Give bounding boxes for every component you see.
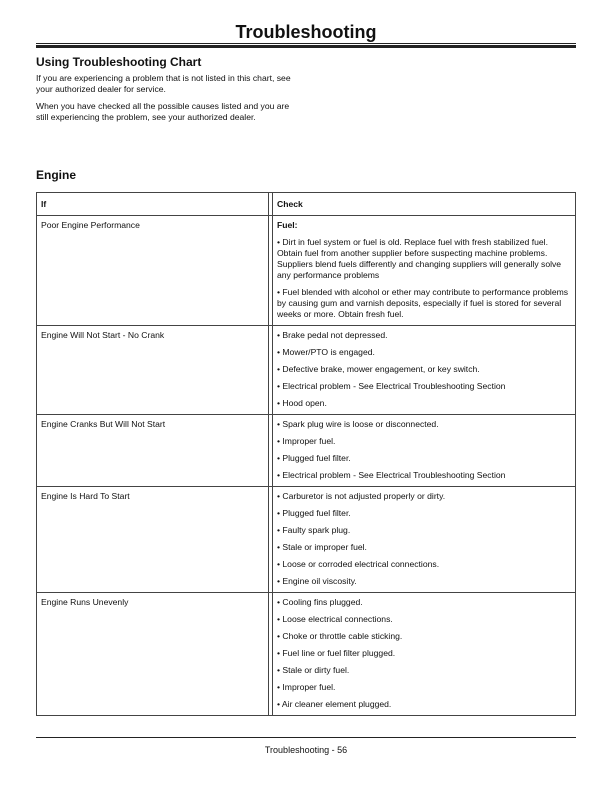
page-title: Troubleshooting: [235, 22, 377, 42]
check-cell: [273, 415, 576, 487]
footer-rule: [36, 737, 576, 738]
check-cell: [273, 216, 576, 326]
table-row: [37, 216, 576, 326]
check-item: • Choke or throttle cable sticking.: [277, 631, 403, 641]
problem-cell: Engine Runs Unevenly: [37, 593, 269, 716]
column-header-if: If: [37, 193, 269, 216]
check-item: • Mower/PTO is engaged.: [277, 347, 375, 357]
check-item: • Stale or dirty fuel.: [277, 665, 350, 675]
check-item: • Loose or corroded electrical connections.: [277, 559, 440, 569]
check-item: • Stale or improper fuel.: [277, 542, 367, 552]
check-item: • Air cleaner element plugged.: [277, 699, 392, 709]
check-item: • Hood open.: [277, 398, 327, 408]
check-item: • Electrical problem - See Electrical Troubleshooting Section: [277, 470, 506, 480]
intro-paragraph-1: If you are experiencing a problem that is not listed in this chart, see your authorized dealer for service.: [36, 73, 291, 94]
title-rule-thick: [36, 45, 576, 48]
check-cell: [273, 593, 576, 716]
check-item: • Improper fuel.: [277, 682, 336, 692]
check-item: • Fuel blended with alcohol or ether may contribute to performance problems by causing gum and varnish deposits, especially if fuel is stored for several weeks or more. Obtain fresh fuel.: [277, 287, 569, 319]
check-item: • Plugged fuel filter.: [277, 508, 351, 518]
check-item: • Electrical problem - See Electrical Troubleshooting Section: [277, 381, 506, 391]
check-item: • Cooling fins plugged.: [277, 597, 363, 607]
check-item: • Fuel line or fuel filter plugged.: [277, 648, 396, 658]
table-row: [37, 487, 576, 593]
problem-cell: Engine Cranks But Will Not Start: [37, 415, 269, 487]
check-item: • Engine oil viscosity.: [277, 576, 357, 586]
check-item: • Faulty spark plug.: [277, 525, 351, 535]
check-item: • Plugged fuel filter.: [277, 453, 351, 463]
intro-heading: Using Troubleshooting Chart: [36, 55, 202, 69]
page-footer: Troubleshooting - 56: [264, 745, 348, 755]
engine-heading: Engine: [36, 168, 77, 182]
column-header-check: Check: [273, 193, 576, 216]
title-rule: [36, 43, 576, 44]
table-row: [37, 593, 576, 716]
check-item: • Loose electrical connections.: [277, 614, 393, 624]
check-cell: [273, 326, 576, 415]
check-item: • Defective brake, mower engagement, or key switch.: [277, 364, 480, 374]
intro-paragraph-2: When you have checked all the possible causes listed and you are still experiencing the problem, see your authorized dealer.: [36, 101, 290, 122]
troubleshooting-table: [36, 192, 576, 716]
problem-cell: Engine Is Hard To Start: [37, 487, 269, 593]
problem-cell: Engine Will Not Start - No Crank: [37, 326, 269, 415]
check-item: • Carburetor is not adjusted properly or dirty.: [277, 491, 446, 501]
problem-cell: Poor Engine Performance: [37, 216, 269, 326]
check-item: • Improper fuel.: [277, 436, 336, 446]
table-header-row: [37, 193, 576, 216]
check-item: • Brake pedal not depressed.: [277, 330, 388, 340]
check-item: • Dirt in fuel system or fuel is old. Replace fuel with fresh stabilized fuel. Obtain fuel from another supplier before suspecting machine problems. Suppliers blend fuels differently and changing suppliers will generally solve any performance problems: [277, 237, 562, 280]
check-item: • Spark plug wire is loose or disconnected.: [277, 419, 439, 429]
check-cell: [273, 487, 576, 593]
check-title: Fuel:: [277, 220, 298, 230]
table-row: [37, 326, 576, 415]
table-row: [37, 415, 576, 487]
